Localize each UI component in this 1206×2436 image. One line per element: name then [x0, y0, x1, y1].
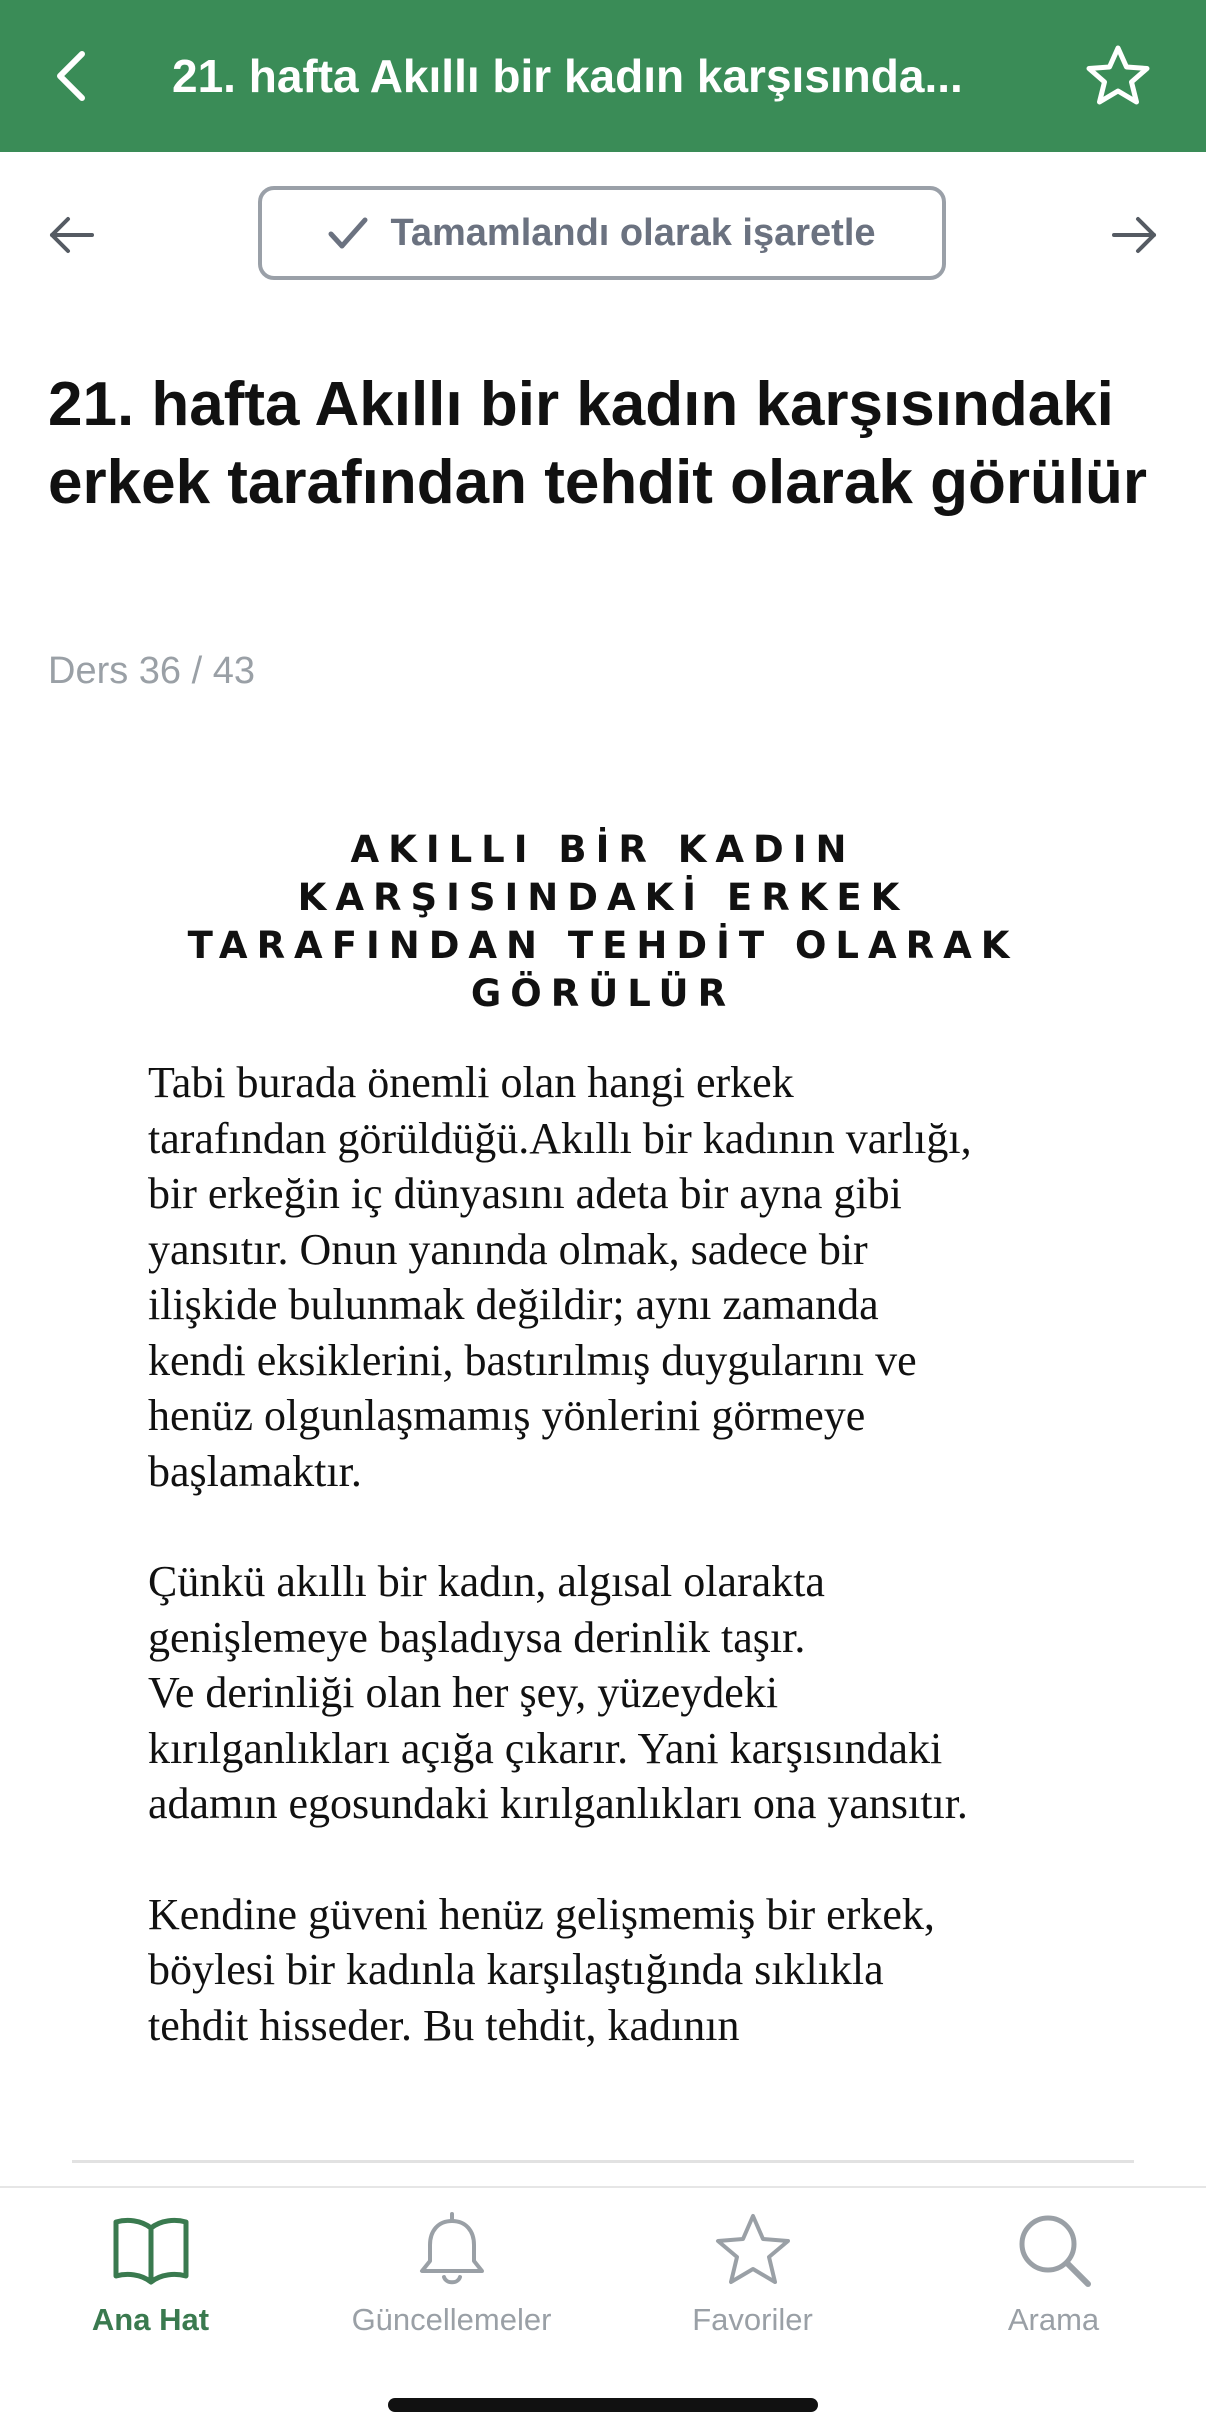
chevron-left-icon: [52, 48, 92, 104]
article-heading: AKILLI BİR KADIN KARŞISINDAKİ ERKEK TARAFINDAN TEHDİT OLARAK GÖRÜLÜR: [187, 828, 1019, 1015]
lesson-title: 21. hafta Akıllı bir kadın karşısındaki erkek tarafından tehdit olarak görülür: [48, 370, 1148, 517]
checkmark-icon: [328, 216, 368, 250]
header-title: 21. hafta Akıllı bir kadın karşısında...: [172, 50, 963, 102]
search-icon: [1016, 2212, 1092, 2288]
lesson-counter: Ders 36 / 43: [48, 650, 255, 692]
tab-label: Arama: [1007, 2302, 1100, 2337]
lesson-navigation-row: [0, 180, 1206, 290]
article-paragraph-2: Çünkü akıllı bir kadın, algısal olarakta genişlemeye başladıysa derinlik taşır. Ve derinliği olan her şey, yüzeydeki kırılganlıkları açığa çıkarır. Yani karşısındaki adamın egosundaki kırılganlıkları ona yansıtır.: [148, 1557, 968, 1828]
article-paragraph-1: Tabi burada önemli olan hangi erkek tarafından görüldüğü.Akıllı bir kadının varlığı, bir erkeğin iç dünyasını adeta bir ayna gibi yansıtır. Onun yanında olmak, sadece bir ilişkide bulunmak değildir; aynı zamanda kendi eksiklerini, bastırılmış duygularını ve henüz olgunlaşmamış yönlerini görmeye başlamaktır.: [148, 1058, 972, 1496]
star-outline-icon: [1086, 44, 1150, 108]
tab-label: Güncellemeler: [351, 2302, 552, 2337]
favorite-button[interactable]: [1084, 42, 1152, 110]
article-paragraph-3: Kendine güveni henüz gelişmemiş bir erkek, böylesi bir kadınla karşılaştığında sıklıkla tehdit hisseder. Bu tehdit, kadının: [148, 1889, 935, 2050]
tab-ana-hat[interactable]: [0, 2210, 301, 2350]
arrow-right-icon: [1110, 215, 1158, 255]
home-indicator[interactable]: [388, 2398, 818, 2412]
mark-complete-label: Tamamlandı olarak işaretle: [390, 211, 876, 254]
tab-label: Ana Hat: [91, 2302, 210, 2337]
content-divider: [72, 2160, 1134, 2163]
tab-label: Favoriler: [692, 2302, 813, 2337]
star-outline-icon: [715, 2212, 791, 2288]
book-open-icon: [111, 2214, 191, 2286]
top-navigation-bar: [0, 0, 1206, 152]
arrow-left-icon: [48, 215, 96, 255]
tab-arama[interactable]: [903, 2210, 1204, 2350]
article-body: [148, 1055, 1088, 2108]
next-lesson-button[interactable]: [1104, 205, 1164, 265]
mark-complete-button[interactable]: [258, 186, 946, 280]
bell-icon: [416, 2211, 488, 2289]
tab-favoriler[interactable]: [602, 2210, 903, 2350]
tab-guncellemeler[interactable]: [301, 2210, 602, 2350]
previous-lesson-button[interactable]: [42, 205, 102, 265]
back-button[interactable]: [42, 40, 102, 112]
